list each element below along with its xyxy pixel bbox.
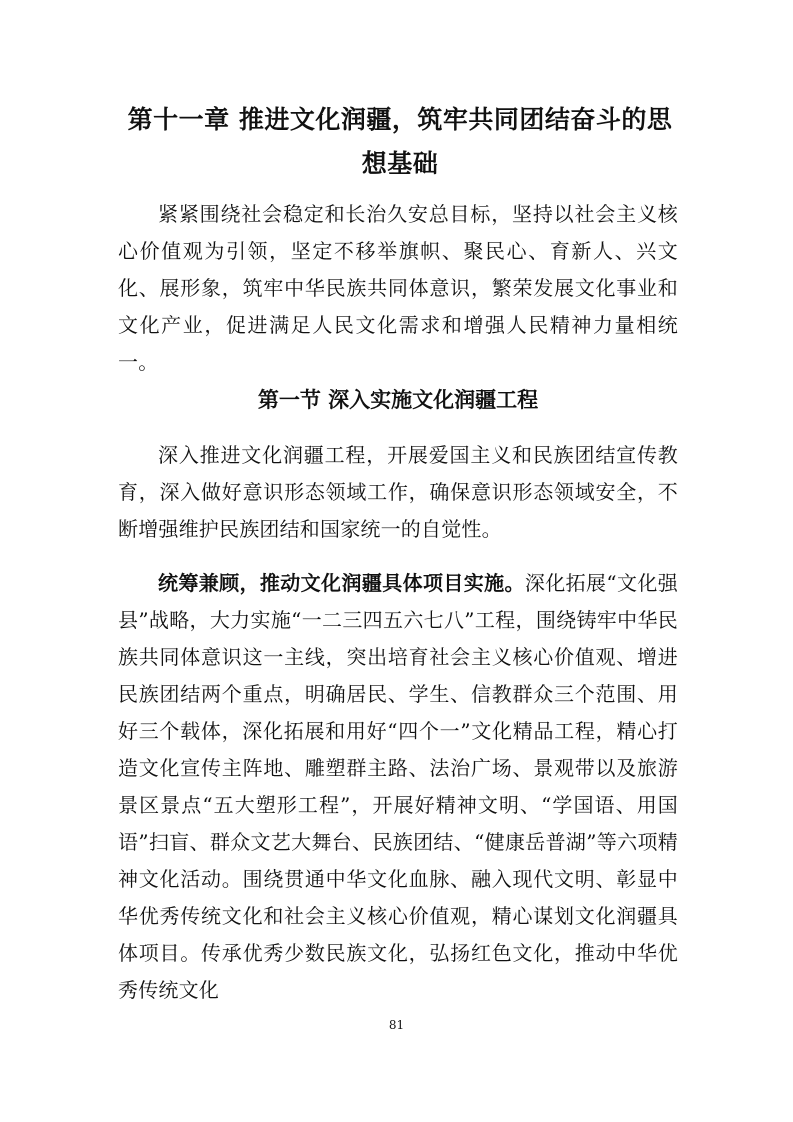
section-paragraph-1: 深入推进文化润疆工程，开展爱国主义和民族团结宣传教育，深入做好意识形态领域工作，确保意识形态领域安全，不断增强维护民族团结和国家统一的自觉性。 — [118, 443, 678, 541]
chapter-title: 第十一章 推进文化润疆，筑牢共同团结奋斗的思想基础 — [127, 105, 673, 178]
page-number: 81 — [388, 1018, 405, 1032]
section-title: 第一节 深入实施文化润疆工程 — [257, 388, 539, 412]
paragraph-body: 深化拓展“文化强县”战略，大力实施“一二三四五六七八”工程，围绕铸牢中华民族共同体意识这一主线，突出培育社会主义核心价值观、增进民族团结两个重点，明确居民、学生、信教群众三个范围、用好三个载体，深化拓展和用好“四个一”文化精品工程，精心打造文化宣传主阵地、雕塑群主路、法治广场、景观带以及旅游景区景点“五大塑形工程”，开展好精神文明、“学国语、用国语”扫盲、群众文艺大舞台、民族团结、“健康岳普湖”等六项精神文化活动。围绕贯通中华文化血脉、融入现代文明、彰显中华优秀传统文化和社会主义核心价值观，精心谋划文化润疆具体项目。传承优秀少数民族文化，弘扬红色文化，推动中华优秀传统文化 — [118, 571, 678, 1002]
paragraph-lead-heading: 统筹兼顾，推动文化润疆具体项目实施。 — [158, 571, 525, 595]
intro-paragraph: 紧紧围绕社会稳定和长治久安总目标，坚持以社会主义核心价值观为引领，坚定不移举旗帜、聚民心、育新人、兴文化、展形象，筑牢中华民族共同体意识，繁荣发展文化事业和文化产业，促进满足人民文化需求和增强人民精神力量相统一。 — [118, 202, 678, 374]
section-paragraph-2 — [118, 565, 678, 1009]
